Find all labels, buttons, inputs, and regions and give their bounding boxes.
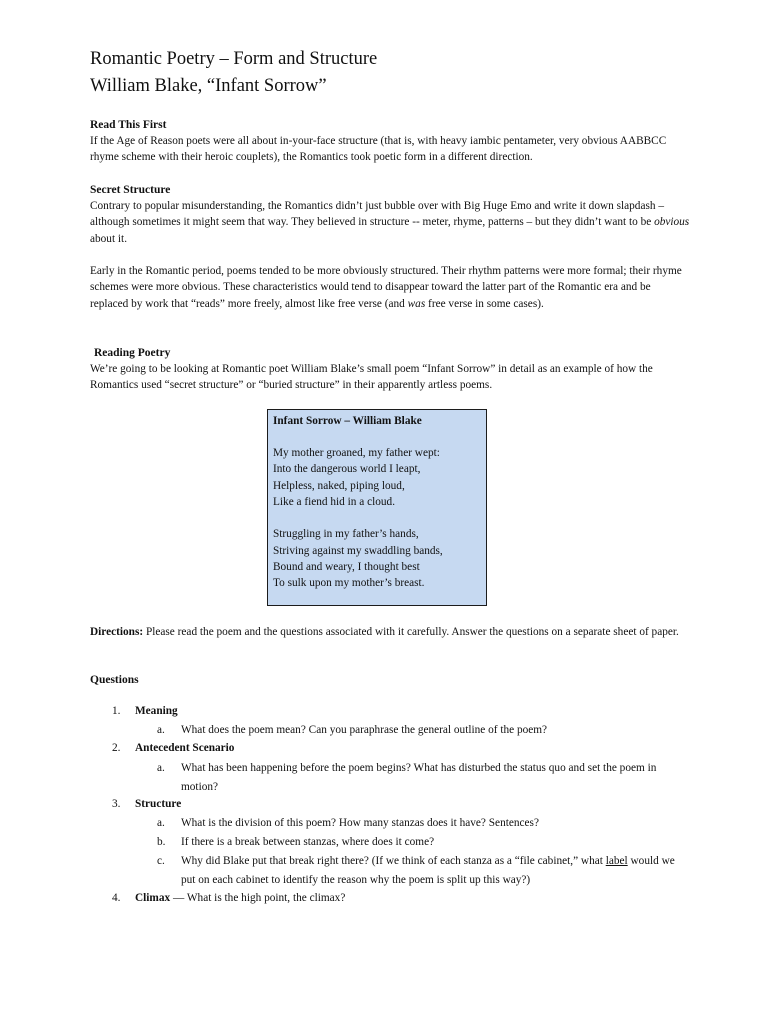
secret-structure-paragraph-2	[90, 263, 690, 312]
sub-question-letter: c.	[157, 855, 165, 867]
poem-line: My mother groaned, my father wept:	[273, 447, 440, 459]
secret-structure-paragraph-1	[90, 198, 690, 247]
question-number: 4.	[112, 892, 121, 904]
paragraph-text: about it.	[90, 232, 128, 245]
question-number: 2.	[112, 742, 121, 754]
paragraph-text: Early in the Romantic period, poems tended to be more obviously structured. Their rhythm patterns were more formal; their rhyme schemes were more obvious. These characteristics would tend to disappear toward the latter part of the Romantic era and be replaced by work that “reads” more freely, almost like free verse (and	[90, 265, 682, 310]
underlined-text: label	[605, 855, 628, 867]
page-subtitle: William Blake, “Infant Sorrow”	[90, 76, 327, 96]
page-title: Romantic Poetry – Form and Structure	[90, 49, 378, 69]
emphasis-text: obvious	[654, 216, 690, 229]
question-title: Structure	[135, 798, 182, 810]
question-text: — What is the high point, the climax?	[170, 892, 346, 904]
sub-question-text	[181, 852, 681, 889]
question-title: Meaning	[135, 705, 178, 717]
poem-line: Bound and weary, I thought best	[273, 561, 420, 574]
question-number: 3.	[112, 798, 121, 810]
poem-line: Striving against my swaddling bands,	[273, 544, 443, 557]
paragraph-text: Contrary to popular misunderstanding, the Romantics didn’t just bubble over with Big Huge Emo and write it down slapdash – although sometimes it might seem that way. They believed in structure -- meter, rhyme, patterns – but they didn’t want to be	[90, 200, 664, 229]
sub-question-letter: b.	[157, 836, 166, 848]
poem-title: Infant Sorrow – William Blake	[273, 415, 422, 427]
read-this-first-heading: Read This First	[90, 119, 167, 131]
directions-label: Directions:	[90, 626, 144, 638]
questions-heading: Questions	[90, 674, 139, 686]
paragraph-text: free verse in some cases).	[425, 297, 544, 310]
sub-question-letter: a.	[157, 724, 165, 736]
sub-question-text-part: Why did Blake put that break right there? (If we think of each stanza as a “file cabinet,” what	[181, 855, 606, 867]
question-title: Antecedent Scenario	[135, 742, 235, 754]
emphasis-text: was	[407, 297, 426, 310]
sub-question-text: If there is a break between stanzas, where does it come?	[181, 836, 435, 848]
question-4	[135, 890, 345, 906]
question-title: Climax	[135, 892, 171, 904]
sub-question-letter: a.	[157, 817, 165, 829]
secret-structure-heading: Secret Structure	[90, 184, 171, 196]
poem-line: Helpless, naked, piping loud,	[273, 479, 405, 492]
sub-question-letter: a.	[157, 762, 165, 774]
poem-stanza-1	[273, 445, 486, 510]
sub-question-text: What has been happening before the poem begins? What has disturbed the status quo and set the poem in motion?	[181, 762, 657, 793]
poem-line: Struggling in my father’s hands,	[273, 528, 419, 541]
sub-question-text: What does the poem mean? Can you paraphrase the general outline of the poem?	[181, 724, 548, 736]
read-this-first-text: If the Age of Reason poets were all about in-your-face structure (that is, with heavy iambic pentameter, very obvious AABBCC rhyme scheme with their heroic couplets), the Romantics took poetic form in a different direction.	[90, 135, 667, 164]
directions-text: Please read the poem and the questions associated with it carefully. Answer the questions on a separate sheet of paper.	[143, 626, 679, 638]
poem-box	[267, 409, 487, 606]
question-number: 1.	[112, 705, 121, 717]
poem-line: Into the dangerous world I leapt,	[273, 463, 421, 476]
poem-stanza-2	[273, 526, 486, 591]
poem-line: To sulk upon my mother’s breast.	[273, 577, 425, 590]
sub-question-text-part: would we put on each cabinet to identify the reason why the poem is split up this way?)	[181, 855, 675, 886]
directions	[90, 624, 690, 640]
reading-poetry-heading: Reading Poetry	[94, 347, 171, 359]
sub-question-text: What is the division of this poem? How many stanzas does it have? Sentences?	[181, 817, 539, 829]
poem-line: Like a fiend hid in a cloud.	[273, 495, 396, 508]
reading-poetry-text: We’re going to be looking at Romantic poet William Blake’s small poem “Infant Sorrow” in detail as an example of how the Romantics used “secret structure” or “buried structure” in their apparently artless poems.	[90, 363, 653, 392]
